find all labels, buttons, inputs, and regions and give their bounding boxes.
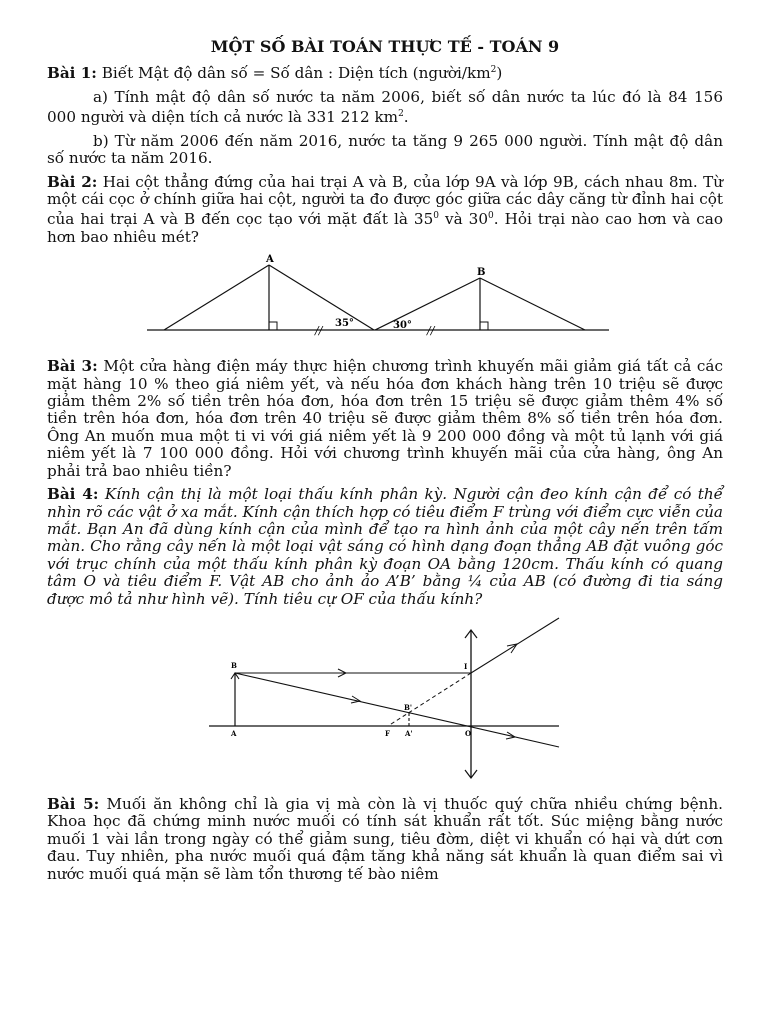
- problem-4-text: Kính cận thị là một loại thấu kính phân kỳ. Người cận đeo kính cận để có thể nhìn rõ các vật ở xa mắt. Kính cận thích hợp có tiêu điểm F trùng với điểm cực viễn của mắt. Bạn An đã dùng kính cận của mình để tạo ra hình ảnh của một cây nến trên tấm màn. Cho rằng cây nến là một loại vật sáng có hình dạng đoạn thẳng AB đặt vuông góc với trục chính của một thấu kính phân kỳ đoạn OA bằng 120cm. Thấu kính có quang tâm O và tiêu điểm F. Vật AB cho ảnh ảo A’B’ bằng ¼ của AB (có đường đi tia sáng được mô tả như hình vẽ). Tính tiêu cự OF của thấu kính?: [47, 485, 723, 608]
- wire-b-right: [480, 278, 585, 330]
- problem-1-text: Biết Mật độ dân số = Số dân : Diện tích (người/km: [96, 64, 491, 83]
- document-page: [47, 38, 723, 889]
- ray-through-center: [235, 673, 559, 747]
- problem-3-text: Một cửa hàng điện máy thực hiện chương trình khuyến mãi giảm giá tất cả các mặt hàng 10 % theo giá niêm yết, và nếu hóa đơn khách hàng trên 10 triệu sẽ được giảm thêm 2% số tiền trên hóa đơn, hóa đơn trên 15 triệu sẽ được giảm thêm 4% số tiền trên hóa đơn, hóa đơn trên 40 triệu sẽ được giảm thêm 8% số tiền trên hóa đơn. Ông An muốn mua một ti vi với giá niêm yết là 9 200 000 đồng và một tủ lạnh với giá niêm yết là 7 100 000 đồng. Hỏi với chương trình khuyến mãi của cửa hàng, ông An phải trả bao nhiêu tiền?: [47, 357, 723, 480]
- wire-b-left: [375, 278, 480, 330]
- angle-label-a: 35°: [335, 318, 354, 330]
- angle-label-b: 30°: [393, 320, 412, 332]
- problem-4: [47, 486, 723, 608]
- problem-3: [47, 358, 723, 480]
- problem-4-label: Bài 4:: [47, 485, 99, 504]
- label-b: B: [477, 267, 486, 279]
- problem-1a-text: a) Tính mật độ dân số nước ta năm 2006, biết số dân nước ta lúc đó là 84 156 000 người và diện tích cả nước là 331 212 km: [47, 87, 723, 127]
- problem-2-label: Bài 2:: [47, 172, 98, 191]
- problem-1a: [47, 89, 723, 127]
- problem-5-text: Muối ăn không chỉ là gia vị mà còn là vị thuốc quý chữa nhiều chứng bệnh. Khoa học đã chứng minh nước muối có tính sát khuẩn rất tốt. Súc miệng bằng nước muối 1 vài lần trong ngày có thể giảm sung, tiêu đờm, diệt vi khuẩn có hại và dứt cơn đau. Tuy nhiên, pha nước muối quá đậm tăng khả năng sát khuẩn là quan điểm sai vì nước muối quá mặn sẽ làm tổn thương tế bào niêm: [47, 794, 723, 883]
- label-a-prime: A': [405, 728, 413, 738]
- problem-2-deg-2: 0: [487, 211, 494, 222]
- problem-1-label: Bài 1:: [47, 64, 97, 83]
- label-b: B: [231, 660, 237, 670]
- label-b-prime: B': [404, 702, 413, 712]
- problem-2-end: . Hỏi trại nào cao hơn và cao hơn bao nhiêu mét?: [47, 210, 723, 246]
- label-a: A: [231, 728, 237, 738]
- problem-2: [47, 174, 723, 247]
- wire-a-left: [164, 265, 269, 330]
- ray-extension: [388, 673, 471, 726]
- problem-1-sup: 2: [490, 65, 497, 76]
- equal-tick-left: //: [315, 324, 323, 338]
- tent-poles-figure: [47, 252, 723, 352]
- ray-refracted-arrow: [507, 644, 517, 653]
- wire-a-right: [269, 265, 374, 330]
- label-o: O: [465, 728, 472, 738]
- problem-3-label: Bài 3:: [47, 357, 98, 376]
- label-a: A: [266, 254, 274, 266]
- problem-1: [47, 62, 723, 82]
- label-f: F: [385, 728, 390, 738]
- problem-5: [47, 796, 723, 883]
- problem-2-deg-1: 0: [433, 211, 439, 222]
- equal-tick-right: //: [427, 324, 435, 338]
- problem-2-text: Hai cột thẳng đứng của hai trại A và B, của lớp 9A và lớp 9B, cách nhau 8m. Từ một cái cọc ở chính giữa hai cột, người ta đo được góc giữa các dây căng từ đỉnh hai cột của hai trại A và B đến cọc tạo với mặt đất là 35: [47, 172, 723, 229]
- problem-5-label: Bài 5:: [47, 794, 100, 813]
- problem-2-and: và 30: [438, 210, 488, 229]
- page-title: MỘT SỐ BÀI TOÁN THỰC TẾ - TOÁN 9: [210, 37, 560, 56]
- problem-1-close: ): [496, 64, 503, 83]
- ray-refracted: [471, 618, 559, 673]
- problem-1a-end: .: [403, 108, 409, 127]
- lens-ray-diagram: [47, 616, 723, 786]
- problem-1b: b) Từ năm 2006 đến năm 2016, nước ta tăng 9 265 000 người. Tính mật độ dân số nước ta năm 2016.: [47, 131, 723, 168]
- label-i: I: [464, 661, 468, 671]
- problem-1a-sup: 2: [398, 109, 404, 120]
- right-angle-b: [480, 322, 488, 330]
- right-angle-a: [269, 322, 277, 330]
